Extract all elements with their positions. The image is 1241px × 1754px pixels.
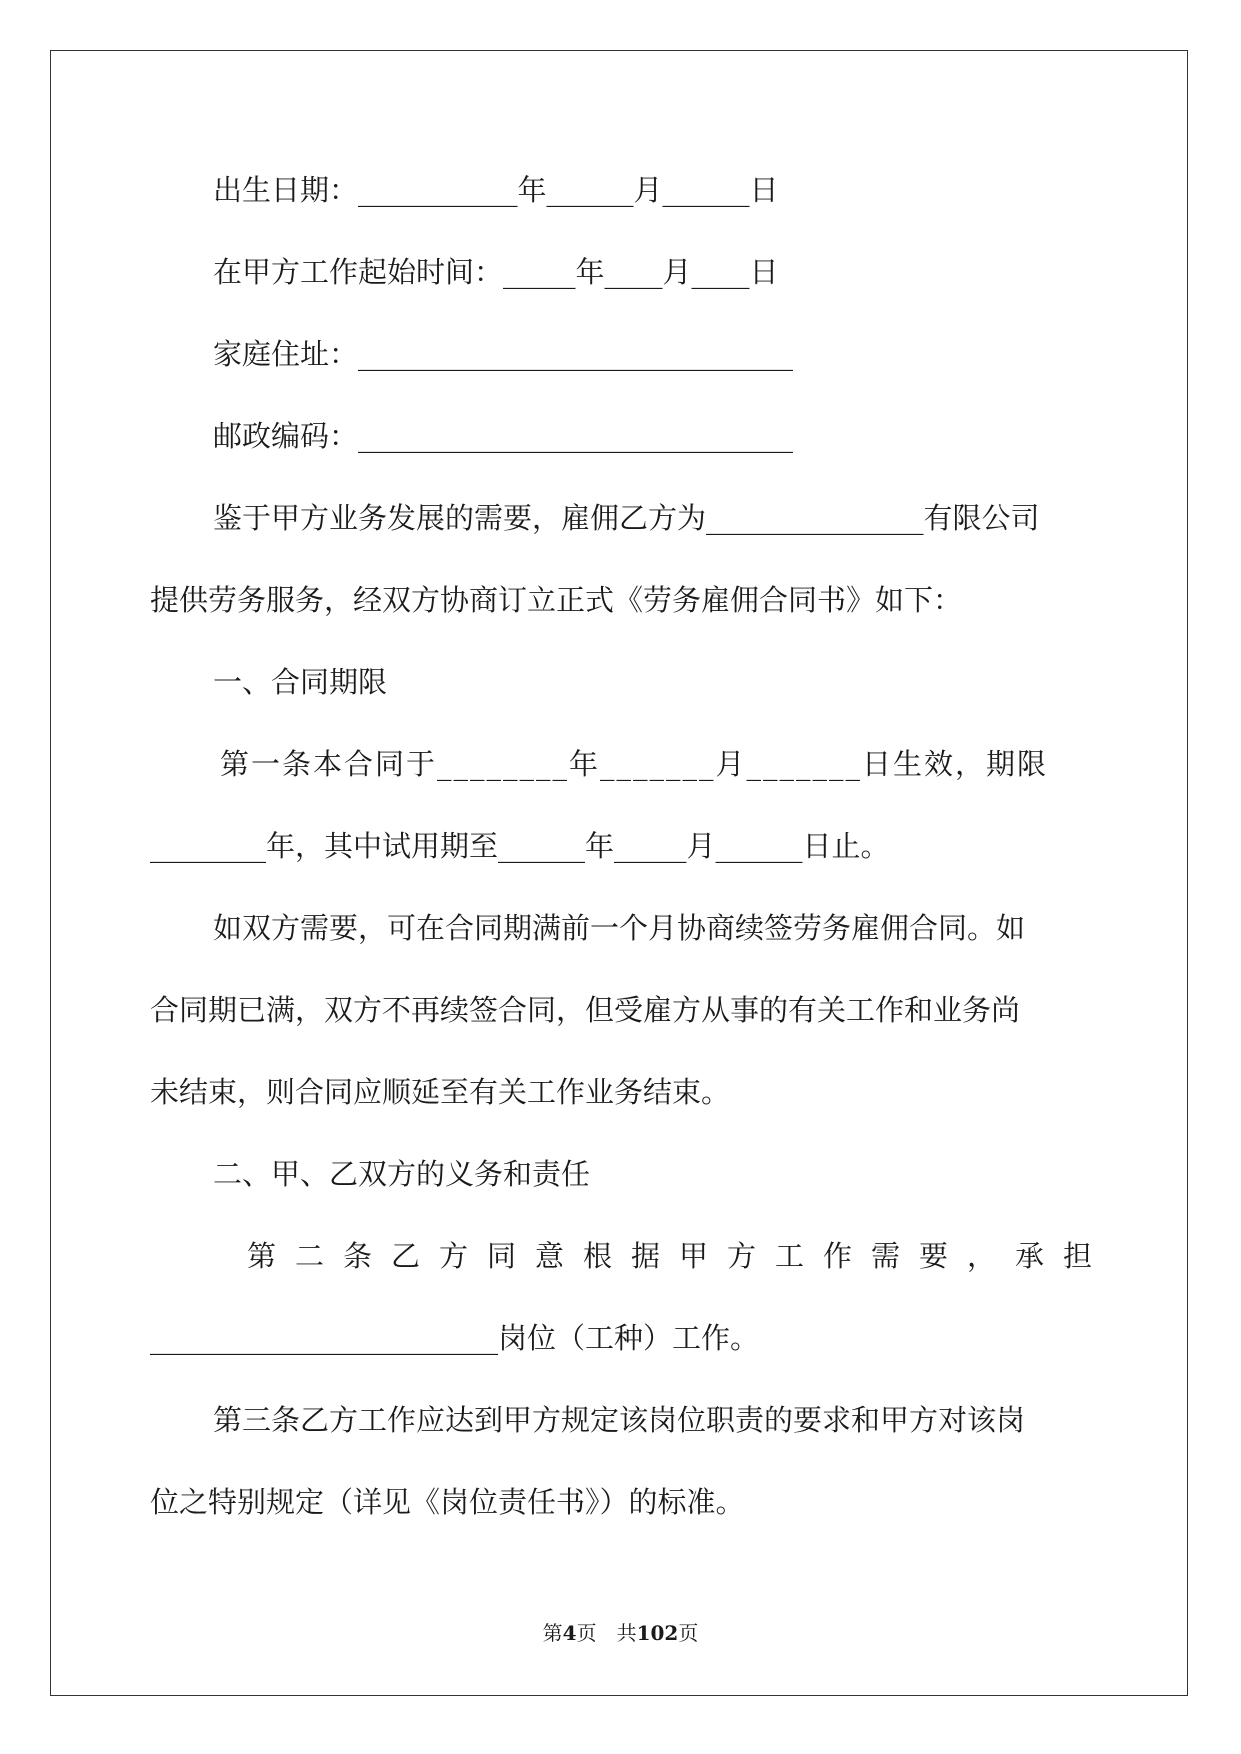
article-one-line-1: 第一条本合同于________年_______月_______日生效，期限 [220, 747, 1049, 781]
section-one-heading: 一、合同期限 [213, 665, 388, 699]
section-two-heading: 二、甲、乙双方的义务和责任 [213, 1157, 591, 1191]
footer-middle: 页 共 [576, 1621, 637, 1645]
home-address-line: 家庭住址：______________________________ [213, 337, 794, 371]
article-two-line-2: ________________________岗位（工种）工作。 [150, 1321, 760, 1355]
birth-date-line: 出生日期：___________年______月______日 [213, 173, 779, 207]
page-footer [0, 1617, 1241, 1646]
footer-suffix: 页 [678, 1621, 699, 1645]
footer-total-pages: 102 [636, 1621, 679, 1645]
article-two-line-1: 第二条乙方同意根据甲方工作需要，承担 [247, 1239, 1112, 1273]
article-three-line-1: 第三条乙方工作应达到甲方规定该岗位职责的要求和甲方对该岗 [213, 1403, 1026, 1437]
page-border [50, 50, 1188, 1696]
renewal-line-2: 合同期已满，双方不再续签合同，但受雇方从事的有关工作和业务尚 [150, 993, 1021, 1027]
renewal-line-1: 如双方需要，可在合同期满前一个月协商续签劳务雇佣合同。如 [213, 911, 1026, 945]
article-three-line-2: 位之特别规定（详见《岗位责任书》）的标准。 [150, 1485, 745, 1519]
preamble-line-2: 提供劳务服务，经双方协商订立正式《劳务雇佣合同书》如下： [150, 583, 963, 617]
article-one-line-2: ________年，其中试用期至______年_____月______日止。 [150, 829, 890, 863]
preamble-line-1: 鉴于甲方业务发展的需要，雇佣乙方为_______________有限公司 [213, 501, 1040, 535]
start-date-line: 在甲方工作起始时间：_____年____月____日 [213, 255, 779, 289]
footer-prefix: 第 [542, 1621, 563, 1645]
renewal-line-3: 未结束，则合同应顺延至有关工作业务结束。 [150, 1075, 731, 1109]
postal-code-line: 邮政编码：______________________________ [213, 419, 794, 453]
footer-page-number: 4 [562, 1621, 577, 1645]
